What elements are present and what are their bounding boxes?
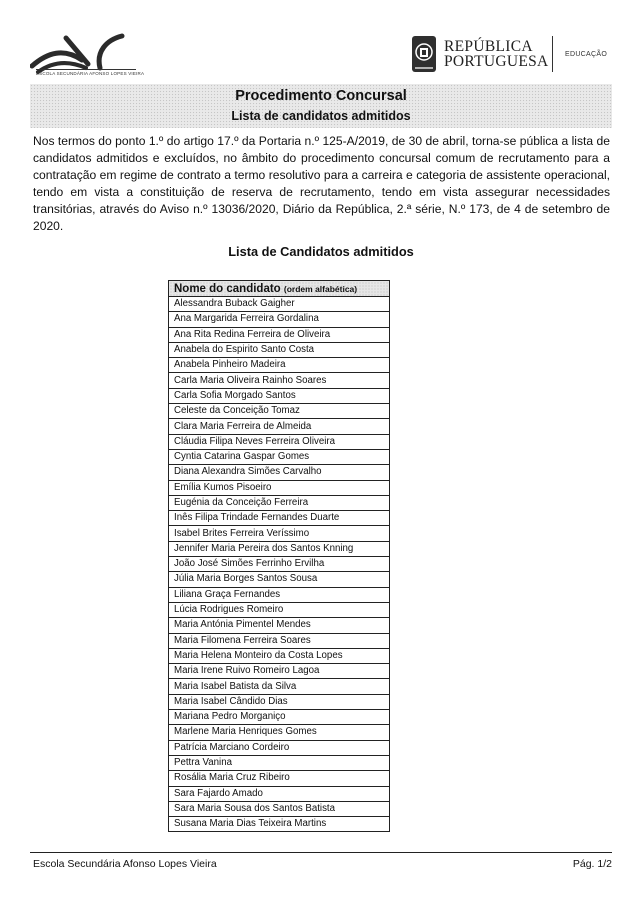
list-heading: Lista de Candidatos admitidos [228,244,414,259]
table-row [169,740,390,755]
government-brand [410,33,549,75]
candidate-name-cell: Mariana Pedro Morganiço [169,710,390,725]
table-row [169,312,390,327]
ministry-label: EDUCAÇÃO [565,51,608,58]
table-row [169,817,390,832]
table-row [169,664,390,679]
document-title: Procedimento Concursal [235,88,407,104]
school-logo-caption: ESCOLA SECUNDÁRIA AFONSO LOPES VIEIRA [36,71,145,76]
republic-name [444,39,549,69]
candidate-name-cell: Celeste da Conceição Tomaz [169,404,390,419]
candidate-name-cell: Júlia Maria Borges Santos Sousa [169,572,390,587]
table-row [169,297,390,312]
table-row [169,801,390,816]
candidate-name-cell: Clara Maria Ferreira de Almeida [169,419,390,434]
footer-school-name: Escola Secundária Afonso Lopes Vieira [33,858,217,870]
table-row [169,679,390,694]
table-row [169,404,390,419]
candidate-name-cell: Ana Margarida Ferreira Gordalina [169,312,390,327]
table-row [169,449,390,464]
column-header-note: (ordem alfabética) [283,283,358,294]
candidate-name-cell: Emília Kumos Pisoeiro [169,480,390,495]
candidate-name-cell: Maria Isabel Cândido Dias [169,694,390,709]
candidate-name-cell: Cyntia Catarina Gaspar Gomes [169,449,390,464]
table-row [169,465,390,480]
candidate-name-cell: Carla Sofia Morgado Santos [169,388,390,403]
table-row [169,480,390,495]
candidate-name-cell: Maria Antónia Pimentel Mendes [169,618,390,633]
column-header-name [169,281,390,297]
table-row [169,388,390,403]
footer-divider [30,852,612,853]
table-row [169,710,390,725]
table-row [169,694,390,709]
candidate-name-cell: Maria Isabel Batista da Silva [169,679,390,694]
table-row [169,358,390,373]
republic-name-line1: REPÚBLICA [444,38,533,55]
table-row [169,618,390,633]
table-header-row [169,281,390,297]
candidate-name-cell: Sara Maria Sousa dos Santos Batista [169,801,390,816]
intro-paragraph: Nos termos do ponto 1.º do artigo 17.º da Portaria n.º 125-A/2019, de 30 de abril, torna-se pública a lista de candidatos admitidos e excluídos, no âmbito do procedimento concursal comum de recrutamento para a contratação em regime de contrato a termo resolutivo para a carreira e categoria de assistente operacional, tendo em vista a constituição de reserva de recrutamento, tendo em vista assegurar necessidades transitórias, através do Aviso n.º 13036/2020, Diário da República, 2.ª série, N.º 173, de 4 de setembro de 2020. [33,134,610,233]
table-row [169,771,390,786]
table-row [169,511,390,526]
table-row [169,648,390,663]
candidate-name-cell: Rosália Maria Cruz Ribeiro [169,771,390,786]
table-row [169,541,390,556]
table-row [169,373,390,388]
table-row [169,495,390,510]
candidate-name-cell: Susana Maria Dias Teixeira Martins [169,817,390,832]
candidates-table [168,280,390,832]
republic-name-line2: PORTUGUESA [444,53,549,70]
table-row [169,419,390,434]
candidate-name-cell: Isabel Brites Ferreira Veríssimo [169,526,390,541]
candidate-name-cell: Ana Rita Redina Ferreira de Oliveira [169,327,390,342]
candidate-name-cell: Alessandra Buback Gaigher [169,297,390,312]
candidate-name-cell: Maria Filomena Ferreira Soares [169,633,390,648]
header-divider [552,36,553,72]
table-row [169,725,390,740]
candidate-name-cell: Diana Alexandra Simões Carvalho [169,465,390,480]
candidate-name-cell: Patrícia Marciano Cordeiro [169,740,390,755]
candidate-name-cell: Carla Maria Oliveira Rainho Soares [169,373,390,388]
candidate-name-cell: Anabela do Espirito Santo Costa [169,342,390,357]
candidate-name-cell: João José Simões Ferrinho Ervilha [169,557,390,572]
candidate-name-cell: Lúcia Rodrigues Romeiro [169,602,390,617]
document-subtitle: Lista de candidatos admitidos [231,109,411,123]
coat-of-arms-icon [410,34,438,74]
table-row [169,587,390,602]
column-header-label: Nome do candidato [174,282,281,295]
table-row [169,434,390,449]
candidate-name-cell: Anabela Pinheiro Madeira [169,358,390,373]
candidate-name-cell: Jennifer Maria Pereira dos Santos Knning [169,541,390,556]
footer-page-number: Pág. 1/2 [572,858,612,870]
title-band [30,84,612,128]
candidate-name-cell: Marlene Maria Henriques Gomes [169,725,390,740]
candidate-name-cell: Inês Filipa Trindade Fernandes Duarte [169,511,390,526]
table-row [169,633,390,648]
table-row [169,786,390,801]
candidate-name-cell: Maria Irene Ruivo Romeiro Lagoa [169,664,390,679]
table-row [169,755,390,770]
candidates-table-body [169,297,390,832]
candidate-name-cell: Sara Fajardo Amado [169,786,390,801]
table-row [169,602,390,617]
table-row [169,526,390,541]
table-row [169,572,390,587]
table-row [169,327,390,342]
table-row [169,557,390,572]
candidate-name-cell: Liliana Graça Fernandes [169,587,390,602]
candidate-name-cell: Cláudia Filipa Neves Ferreira Oliveira [169,434,390,449]
candidate-name-cell: Maria Helena Monteiro da Costa Lopes [169,648,390,663]
candidate-name-cell: Eugénia da Conceição Ferreira [169,495,390,510]
table-row [169,342,390,357]
candidate-name-cell: Pettra Vanina [169,755,390,770]
